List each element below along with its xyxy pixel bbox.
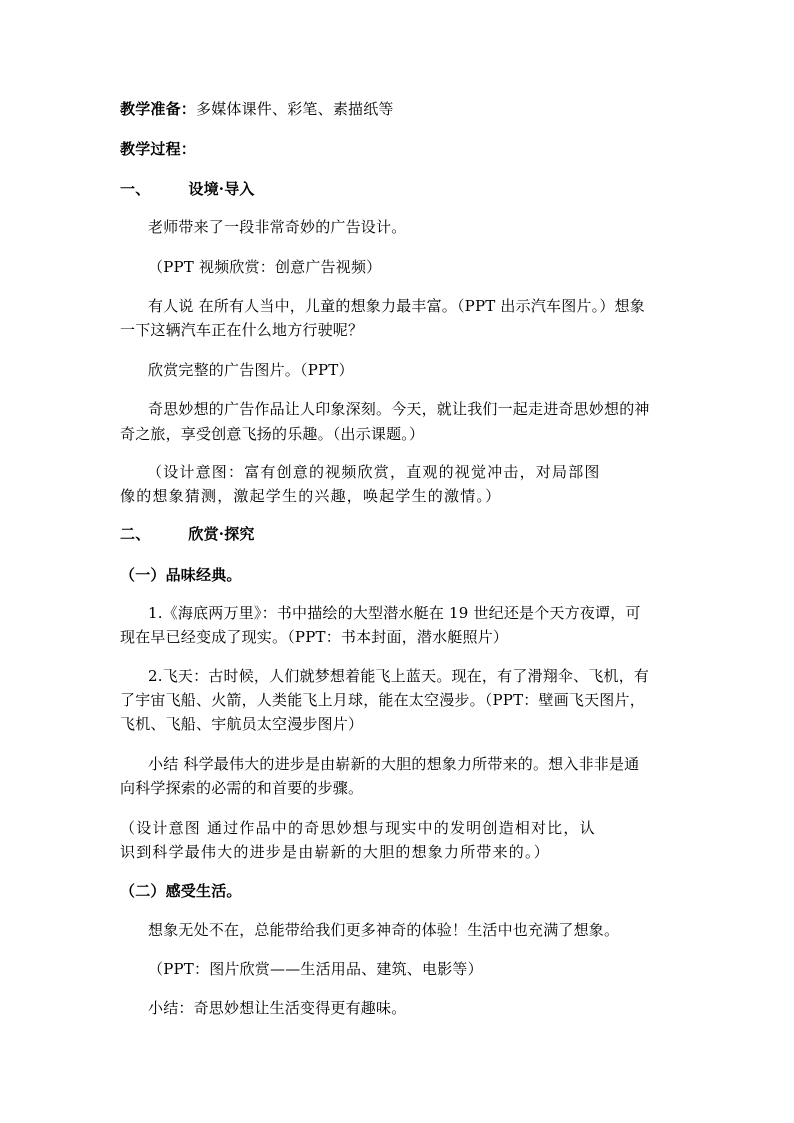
teaching-prep-text: 多媒体课件、彩笔、素描纸等 <box>196 100 394 118</box>
section-2-heading <box>120 524 255 544</box>
section-2-number: 二、 <box>120 525 151 543</box>
paragraph-line: （PPT：图片欣赏——生活用品、建筑、电影等） <box>148 960 483 978</box>
paragraph-line: 有人说 在所有人当中，儿童的想象力最丰富。（PPT 出示汽车图片。）想象 <box>148 297 645 315</box>
paragraph-line: 奇思妙想的广告作品让人印象深刻。今天，就让我们一起走进奇思妙想的神 <box>148 400 650 418</box>
teaching-prep-label: 教学准备： <box>120 100 197 118</box>
paragraph-line: 欣赏完整的广告图片。（PPT） <box>148 361 354 379</box>
section-2-title: 欣赏·探究 <box>188 525 255 543</box>
design-intent-line: 像的想象猜测，激起学生的兴趣，唤起学生的激情。） <box>120 487 502 505</box>
paragraph-line: 一下这辆汽车正在什么地方行驶呢？ <box>120 321 364 339</box>
paragraph-line: （PPT 视频欣赏：创意广告视频） <box>148 258 382 276</box>
design-intent-line: （设计意图 通过作品中的奇思妙想与现实中的发明创造相对比，认 <box>120 819 596 837</box>
section-1-heading <box>120 179 255 199</box>
paragraph-line: 老师带来了一段非常奇妙的广告设计。 <box>148 218 407 236</box>
paragraph-line: 向科学探索的必需的和首要的步骤。 <box>120 779 364 797</box>
teaching-process-heading: 教学过程： <box>120 140 197 158</box>
paragraph-line: 想象无处不在，总能带给我们更多神奇的体验！生活中也充满了想象。 <box>148 921 620 939</box>
paragraph-line: 1.《海底两万里》：书中描绘的大型潜水艇在 19 世纪还是个天方夜谭，可 <box>148 604 641 622</box>
section-1-title: 设境·导入 <box>188 180 255 198</box>
paragraph-line: 小结 科学最伟大的进步是由崭新的大胆的想象力所带来的。想入非非是通 <box>148 755 640 773</box>
paragraph-line: 小结：奇思妙想让生活变得更有趣味。 <box>148 999 407 1017</box>
design-intent-line: （设计意图：富有创意的视频欣赏，直观的视觉冲击，对局部图 <box>147 463 601 481</box>
teaching-prep-line <box>120 99 394 119</box>
subsection-2-heading: （二）感受生活。 <box>120 882 242 900</box>
subsection-1-heading: （一）品味经典。 <box>120 566 242 584</box>
paragraph-line: 飞机、飞船、宇航员太空漫步图片） <box>120 715 364 733</box>
paragraph-line: 了宇宙飞船、火箭，人类能飞上月球，能在太空漫步。（PPT：壁画飞天图片， <box>120 691 645 709</box>
paragraph-line: 奇之旅，享受创意飞扬的乐趣。（出示课题。） <box>120 425 425 443</box>
paragraph-line: 现在早已经变成了现实。（PPT：书本封面，潜水艇照片） <box>120 628 509 646</box>
section-1-number: 一、 <box>120 180 151 198</box>
design-intent-line: 识到科学最伟大的进步是由崭新的大胆的想象力所带来的。） <box>120 843 550 861</box>
paragraph-line: 2.飞天：古时候，人们就梦想着能飞上蓝天。现在，有了滑翔伞、飞机，有 <box>148 667 650 685</box>
